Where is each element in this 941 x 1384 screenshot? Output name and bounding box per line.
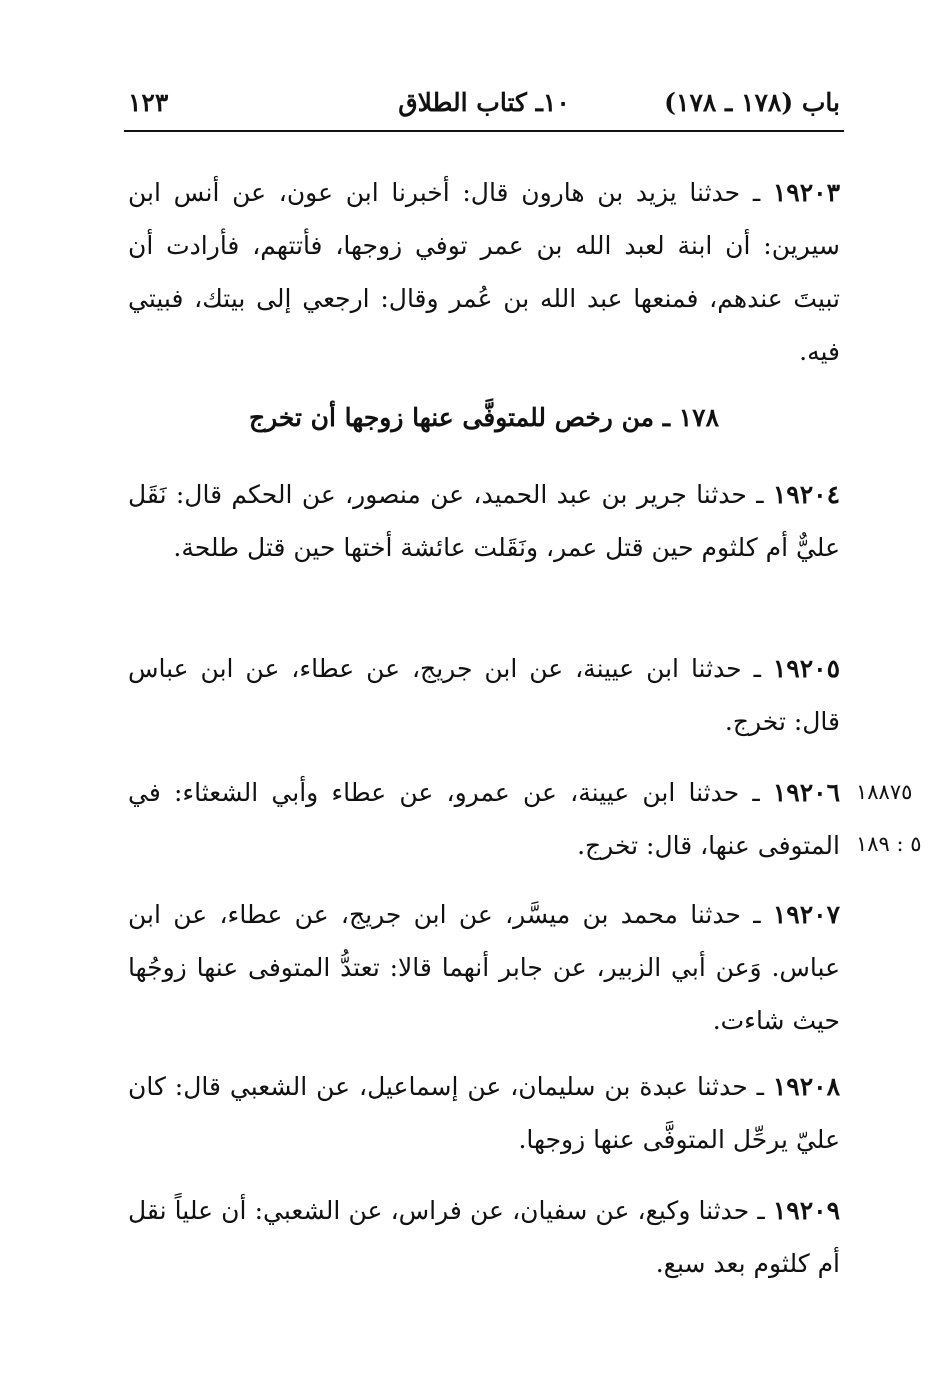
hadith-text: ـ حدثنا ابن عيينة، عن عمرو، عن عطاء وأبي الشعثاء: في المتوفى عنها، قال: تخرج. (128, 778, 840, 860)
header-divider (124, 130, 844, 132)
hadith-text: ـ حدثنا عبدة بن سليمان، عن إسماعيل، عن الشعبي قال: كان عليّ يرحِّل المتوفَّى عنها زوجها. (128, 1072, 840, 1154)
hadith-19206 (128, 766, 840, 872)
hadith-19209 (128, 1184, 840, 1290)
hadith-text: ـ حدثنا ابن عيينة، عن ابن جريج، عن عطاء، عن ابن عباس قال: تخرج. (128, 654, 840, 736)
hadith-text: ـ حدثنا جرير بن عبد الحميد، عن منصور، عن الحكم قال: نَقَل عليٌّ أم كلثوم حين قتل عمر، ونَقَلت عائشة أختها حين قتل طلحة. (128, 480, 840, 562)
hadith-number: ١٩٢٠٩ (772, 1196, 840, 1225)
book-title: ١٠ـ كتاب الطلاق (398, 88, 570, 117)
hadith-19203 (128, 166, 840, 378)
hadith-19208 (128, 1060, 840, 1166)
hadith-number: ١٩٢٠٧ (772, 900, 840, 929)
hadith-number: ١٩٢٠٥ (772, 654, 840, 683)
section-heading: ١٧٨ ـ من رخص للمتوفَّى عنها زوجها أن تخرج (248, 403, 720, 432)
chapter-range: باب (١٧٨ ـ ١٧٨) (664, 88, 840, 117)
page-header (128, 82, 840, 126)
margin-reference: ٥ : ١٨٩ (856, 832, 922, 856)
hadith-number: ١٩٢٠٦ (772, 778, 840, 807)
page-number: ١٢٣ (128, 88, 169, 117)
hadith-number: ١٩٢٠٨ (772, 1072, 840, 1101)
hadith-number: ١٩٢٠٣ (772, 178, 840, 207)
hadith-text: ـ حدثنا محمد بن ميسَّر، عن ابن جريج، عن عطاء، عن ابن عباس. وَعن أبي الزبير، عن جابر أنهما قالا: تعتدُّ المتوفى عنها زوجُها حيث شاءت. (128, 900, 840, 1035)
margin-reference: ١٨٨٧٥ (856, 780, 913, 804)
hadith-19204 (128, 468, 840, 574)
hadith-number: ١٩٢٠٤ (772, 480, 840, 509)
hadith-text: ـ حدثنا وكيع، عن سفيان، عن فراس، عن الشعبي: أن علياً نقل أم كلثوم بعد سبع. (128, 1196, 840, 1278)
hadith-text: ـ حدثنا يزيد بن هارون قال: أخبرنا ابن عون، عن أنس ابن سيرين: أن ابنة لعبد الله بن عمر توفي زوجها، فأتتهم، فأرادت أن تبيتَ عندهم، فمنعها عبد الله بن عُمر وقال: ارجعي إلى بيتك، فبيتي فيه. (128, 178, 840, 366)
hadith-19207 (128, 888, 840, 1047)
hadith-19205 (128, 642, 840, 748)
